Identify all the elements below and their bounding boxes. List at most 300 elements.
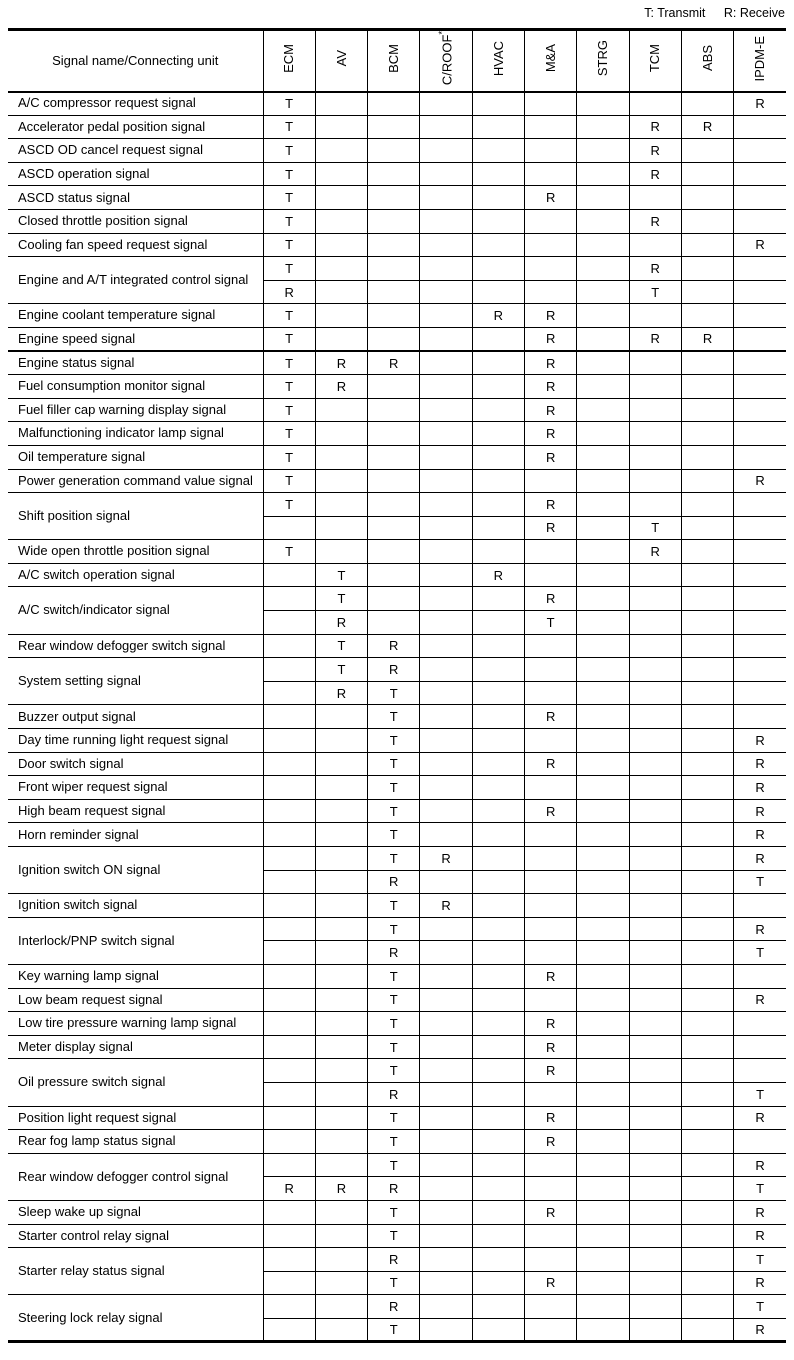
signal-cell-empty	[524, 776, 576, 800]
signal-cell-transmit: T	[368, 1106, 420, 1130]
signal-cell-empty	[629, 799, 681, 823]
signal-cell-empty	[734, 186, 786, 210]
signal-cell-empty	[472, 847, 524, 871]
signal-cell-empty	[472, 964, 524, 988]
signal-cell-empty	[681, 587, 733, 611]
table-row	[8, 1035, 786, 1059]
signal-cell-empty	[368, 209, 420, 233]
signal-cell-empty	[524, 1224, 576, 1248]
signal-cell-empty	[577, 516, 629, 540]
signal-cell-transmit: T	[756, 1251, 765, 1267]
signal-cell-empty	[472, 445, 524, 469]
signal-name-cell: Ignition switch signal	[8, 894, 263, 918]
table-row	[8, 964, 786, 988]
signal-cell-empty	[420, 563, 472, 587]
signal-cell-transmit: T	[263, 422, 315, 446]
signal-cell-empty	[524, 729, 576, 753]
signal-cell-empty	[681, 611, 733, 635]
signal-name-cell: ASCD status signal	[8, 186, 263, 210]
table-row	[8, 752, 786, 776]
signal-cell-empty	[629, 1318, 681, 1342]
signal-name-cell: Steering lock relay signal	[8, 1295, 263, 1342]
signal-cell-receive: R	[629, 162, 681, 186]
signal-cell-empty	[681, 752, 733, 776]
signal-cell-empty	[472, 1177, 524, 1201]
column-header-label: TCM	[647, 44, 663, 73]
signal-cell-empty	[681, 257, 733, 281]
signal-cell-receive: R	[315, 351, 367, 375]
signal-cell-empty	[420, 1248, 472, 1272]
signal-cell-transmit: T	[368, 1153, 420, 1177]
signal-cell-empty	[577, 422, 629, 446]
signal-cell-empty	[472, 1035, 524, 1059]
signal-cell-empty	[524, 1082, 576, 1106]
column-header-label: AV	[333, 50, 349, 67]
signal-cell-empty	[263, 1200, 315, 1224]
signal-cell-transmit: T	[263, 115, 315, 139]
signal-cell-empty	[472, 233, 524, 257]
signal-cell-empty	[263, 1035, 315, 1059]
signal-name-cell: Low beam request signal	[8, 988, 263, 1012]
signal-cell-empty	[629, 233, 681, 257]
table-row	[8, 894, 786, 918]
signal-cell-empty	[524, 115, 576, 139]
signal-cell-empty	[577, 1035, 629, 1059]
signal-cell-empty	[681, 1318, 733, 1342]
signal-cell-empty	[629, 186, 681, 210]
signal-cell-empty	[734, 422, 786, 446]
signal-name-cell: Low tire pressure warning lamp signal	[8, 1012, 263, 1036]
table-row	[8, 304, 786, 328]
table-row	[8, 729, 786, 753]
signal-cell-transmit: T	[263, 469, 315, 493]
table-row	[8, 563, 786, 587]
signal-cell-empty	[420, 445, 472, 469]
signal-cell-empty	[420, 422, 472, 446]
table-row	[8, 799, 786, 823]
signal-matrix-table	[8, 28, 786, 1343]
signal-cell-receive: R	[368, 870, 420, 894]
signal-cell-empty	[263, 1059, 315, 1083]
signal-cell-empty	[577, 445, 629, 469]
signal-cell-empty	[420, 1224, 472, 1248]
column-header-label: M&A	[542, 44, 558, 73]
signal-cell-empty	[368, 375, 420, 399]
signal-name-cell: Closed throttle position signal	[8, 209, 263, 233]
signal-cell-empty	[681, 705, 733, 729]
signal-cell-transmit: T	[368, 917, 420, 941]
signal-cell-empty	[629, 964, 681, 988]
signal-cell-receive: R	[368, 1295, 420, 1319]
signal-cell-empty	[472, 988, 524, 1012]
column-header-ipdm-e	[734, 30, 786, 92]
signal-cell-empty	[524, 870, 576, 894]
signal-cell-transmit: T	[263, 327, 315, 351]
signal-cell-empty	[681, 1177, 733, 1201]
signal-cell-receive: R	[420, 894, 472, 918]
signal-cell-receive: R	[524, 304, 576, 328]
signal-cell-transmit: T	[368, 681, 420, 705]
signal-name-cell: Malfunctioning indicator lamp signal	[8, 422, 263, 446]
signal-cell-receive: R	[681, 115, 733, 139]
signal-cell-empty	[524, 92, 576, 116]
table-row	[8, 162, 786, 186]
signal-cell-receive: R	[315, 611, 367, 635]
table-row	[8, 1224, 786, 1248]
signal-cell-empty	[681, 988, 733, 1012]
signal-cell-receive: R	[420, 847, 472, 871]
signal-cell-empty	[315, 115, 367, 139]
signal-cell-empty	[681, 729, 733, 753]
table-row	[8, 1130, 786, 1154]
signal-cell-empty	[577, 847, 629, 871]
signal-cell-transmit: T	[315, 563, 367, 587]
signal-cell-empty	[577, 1106, 629, 1130]
table-row	[8, 658, 786, 682]
signal-cell-empty	[263, 1012, 315, 1036]
signal-cell-empty	[472, 941, 524, 965]
signal-cell-transmit: T	[315, 587, 367, 611]
table-row	[8, 705, 786, 729]
signal-name-cell: Engine status signal	[8, 351, 263, 375]
signal-cell-empty	[577, 1153, 629, 1177]
signal-cell-empty	[315, 729, 367, 753]
signal-cell-empty	[315, 304, 367, 328]
signal-cell-empty	[681, 563, 733, 587]
signal-cell-empty	[315, 1130, 367, 1154]
signal-cell-empty	[315, 493, 367, 517]
signal-cell-transmit: T	[629, 516, 681, 540]
signal-cell-empty	[629, 611, 681, 635]
signal-cell-empty	[524, 894, 576, 918]
signal-cell-empty	[420, 917, 472, 941]
signal-cell-empty	[629, 445, 681, 469]
signal-cell-empty	[263, 681, 315, 705]
signal-cell-empty	[472, 257, 524, 281]
signal-cell-empty	[577, 988, 629, 1012]
signal-cell-receive: R	[524, 752, 576, 776]
signal-cell-empty	[524, 1248, 576, 1272]
table-row	[8, 115, 786, 139]
signal-cell-empty	[420, 1082, 472, 1106]
signal-cell-empty	[472, 1271, 524, 1295]
signal-cell-receive: R	[524, 1106, 576, 1130]
signal-cell-empty	[472, 516, 524, 540]
signal-cell-empty	[577, 304, 629, 328]
signal-cell-empty	[263, 823, 315, 847]
signal-cell-transmit: T	[629, 280, 681, 304]
signal-cell-empty	[681, 1012, 733, 1036]
signal-cell-empty	[368, 257, 420, 281]
signal-name-cell: Rear window defogger control signal	[8, 1153, 263, 1200]
signal-cell-empty	[263, 847, 315, 871]
signal-cell-empty	[472, 398, 524, 422]
signal-cell-empty	[472, 587, 524, 611]
signal-cell-transmit: T	[368, 799, 420, 823]
signal-name-cell: Key warning lamp signal	[8, 964, 263, 988]
signal-cell-empty	[681, 445, 733, 469]
signal-cell-empty	[420, 1295, 472, 1319]
signal-cell-empty	[315, 1271, 367, 1295]
signal-cell-empty	[681, 776, 733, 800]
signal-cell-empty	[420, 469, 472, 493]
signal-name-cell: A/C switch operation signal	[8, 563, 263, 587]
signal-cell-transmit: T	[524, 611, 576, 635]
signal-cell-empty	[472, 705, 524, 729]
signal-cell-empty	[368, 280, 420, 304]
signal-cell-empty	[368, 563, 420, 587]
signal-cell-empty	[315, 1035, 367, 1059]
signal-cell-empty	[420, 162, 472, 186]
signal-cell-empty	[734, 257, 786, 281]
table-row	[8, 1153, 786, 1177]
signal-name-cell: Rear window defogger switch signal	[8, 634, 263, 658]
signal-cell-empty	[681, 1200, 733, 1224]
signal-cell-empty	[368, 186, 420, 210]
table-row	[8, 398, 786, 422]
signal-name-cell: Interlock/PNP switch signal	[8, 917, 263, 964]
column-header-ecm	[263, 30, 315, 92]
signal-cell-receive: R	[755, 756, 765, 772]
signal-cell-empty	[734, 705, 786, 729]
signal-cell-receive: R	[524, 799, 576, 823]
signal-cell-empty	[577, 563, 629, 587]
signal-cell-empty	[315, 870, 367, 894]
signal-cell-empty	[681, 1153, 733, 1177]
signal-cell-receive: R	[629, 139, 681, 163]
signal-cell-empty	[577, 186, 629, 210]
signal-cell-transmit: T	[368, 1130, 420, 1154]
signal-cell-empty	[263, 964, 315, 988]
signal-cell-receive: R	[755, 1204, 765, 1220]
signal-cell-empty	[577, 587, 629, 611]
signal-cell-empty	[577, 257, 629, 281]
signal-cell-empty	[734, 445, 786, 469]
signal-cell-empty	[681, 681, 733, 705]
signal-cell-empty	[368, 611, 420, 635]
signal-table-body	[8, 92, 786, 1342]
signal-cell-empty	[420, 941, 472, 965]
signal-cell-empty	[420, 493, 472, 517]
signal-cell-empty	[681, 280, 733, 304]
signal-cell-empty	[420, 729, 472, 753]
signal-cell-empty	[577, 917, 629, 941]
signal-name-cell: Starter control relay signal	[8, 1224, 263, 1248]
signal-cell-empty	[629, 469, 681, 493]
signal-cell-empty	[577, 92, 629, 116]
signal-cell-empty	[524, 847, 576, 871]
table-row	[8, 540, 786, 564]
signal-cell-empty	[368, 540, 420, 564]
signal-cell-empty	[629, 493, 681, 517]
signal-cell-empty	[577, 752, 629, 776]
signal-cell-receive: R	[755, 921, 765, 937]
signal-cell-empty	[420, 1035, 472, 1059]
signal-cell-receive: R	[315, 375, 367, 399]
signal-cell-empty	[524, 1177, 576, 1201]
signal-cell-empty	[577, 776, 629, 800]
signal-cell-empty	[681, 516, 733, 540]
signal-cell-empty	[577, 894, 629, 918]
signal-cell-empty	[524, 941, 576, 965]
signal-cell-empty	[315, 823, 367, 847]
signal-cell-transmit: T	[368, 1035, 420, 1059]
signal-cell-empty	[420, 327, 472, 351]
signal-cell-empty	[420, 799, 472, 823]
signal-cell-empty	[734, 587, 786, 611]
signal-cell-receive: R	[524, 1200, 576, 1224]
signal-cell-empty	[263, 1130, 315, 1154]
signal-cell-empty	[472, 351, 524, 375]
signal-cell-empty	[524, 233, 576, 257]
signal-cell-empty	[577, 540, 629, 564]
signal-cell-empty	[420, 257, 472, 281]
signal-cell-empty	[629, 422, 681, 446]
signal-cell-empty	[629, 92, 681, 116]
signal-cell-empty	[577, 115, 629, 139]
signal-cell-empty	[315, 799, 367, 823]
signal-cell-receive: R	[629, 540, 681, 564]
signal-cell-empty	[734, 1059, 786, 1083]
signal-name-cell: Wide open throttle position signal	[8, 540, 263, 564]
signal-cell-empty	[577, 658, 629, 682]
signal-cell-empty	[263, 634, 315, 658]
signal-cell-empty	[577, 964, 629, 988]
signal-cell-empty	[315, 1318, 367, 1342]
signal-cell-empty	[577, 681, 629, 705]
table-row	[8, 233, 786, 257]
signal-cell-empty	[472, 729, 524, 753]
signal-cell-empty	[315, 776, 367, 800]
signal-cell-receive: R	[368, 634, 420, 658]
signal-cell-empty	[315, 1106, 367, 1130]
signal-cell-empty	[629, 563, 681, 587]
signal-cell-empty	[577, 611, 629, 635]
signal-cell-transmit: T	[368, 1224, 420, 1248]
signal-cell-empty	[420, 1106, 472, 1130]
signal-cell-receive: R	[368, 351, 420, 375]
signal-cell-empty	[577, 1224, 629, 1248]
column-header-hvac	[472, 30, 524, 92]
signal-cell-empty	[629, 1200, 681, 1224]
signal-cell-empty	[315, 1248, 367, 1272]
signal-name-cell: Shift position signal	[8, 493, 263, 540]
signal-cell-empty	[734, 964, 786, 988]
signal-cell-receive: R	[755, 780, 765, 796]
column-header-label: HVAC	[490, 40, 506, 76]
signal-cell-transmit: T	[263, 375, 315, 399]
signal-cell-empty	[315, 540, 367, 564]
signal-cell-empty	[577, 1012, 629, 1036]
signal-name-cell: ASCD OD cancel request signal	[8, 139, 263, 163]
signal-cell-empty	[629, 1035, 681, 1059]
signal-cell-empty	[420, 540, 472, 564]
column-header-label: BCM	[385, 43, 401, 73]
signal-cell-empty	[629, 823, 681, 847]
signal-cell-receive: R	[524, 422, 576, 446]
table-row	[8, 1012, 786, 1036]
signal-cell-empty	[420, 1012, 472, 1036]
signal-cell-empty	[681, 1271, 733, 1295]
signal-cell-transmit: T	[315, 658, 367, 682]
signal-cell-empty	[420, 611, 472, 635]
signal-cell-empty	[629, 658, 681, 682]
signal-cell-transmit: T	[368, 894, 420, 918]
signal-cell-transmit: T	[368, 823, 420, 847]
signal-cell-empty	[420, 186, 472, 210]
signal-cell-empty	[681, 493, 733, 517]
signal-cell-empty	[524, 917, 576, 941]
signal-cell-empty	[263, 1318, 315, 1342]
signal-cell-transmit: T	[368, 1012, 420, 1036]
signal-cell-receive: R	[681, 327, 733, 351]
signal-cell-empty	[420, 705, 472, 729]
signal-cell-empty	[629, 1271, 681, 1295]
signal-cell-empty	[263, 1271, 315, 1295]
signal-cell-empty	[315, 186, 367, 210]
signal-cell-empty	[263, 729, 315, 753]
signal-cell-empty	[315, 1012, 367, 1036]
signal-cell-empty	[472, 375, 524, 399]
table-row	[8, 1200, 786, 1224]
signal-name-cell: Oil pressure switch signal	[8, 1059, 263, 1106]
signal-cell-empty	[420, 1153, 472, 1177]
signal-cell-empty	[629, 1177, 681, 1201]
signal-cell-empty	[577, 139, 629, 163]
signal-cell-transmit: T	[368, 705, 420, 729]
signal-cell-empty	[368, 445, 420, 469]
signal-cell-empty	[681, 894, 733, 918]
signal-cell-empty	[472, 469, 524, 493]
table-row	[8, 1248, 786, 1272]
signal-cell-empty	[524, 988, 576, 1012]
signal-cell-empty	[681, 540, 733, 564]
signal-cell-empty	[315, 941, 367, 965]
signal-cell-empty	[472, 1295, 524, 1319]
table-row	[8, 917, 786, 941]
signal-cell-empty	[472, 1059, 524, 1083]
signal-cell-empty	[681, 658, 733, 682]
signal-cell-empty	[368, 422, 420, 446]
signal-cell-empty	[315, 327, 367, 351]
footnote-marker: *	[437, 31, 448, 35]
signal-name-cell: A/C compressor request signal	[8, 92, 263, 116]
signal-cell-empty	[681, 375, 733, 399]
column-header-label: ABS	[699, 45, 715, 72]
signal-cell-empty	[577, 941, 629, 965]
signal-cell-empty	[472, 823, 524, 847]
signal-cell-empty	[524, 162, 576, 186]
signal-cell-receive: R	[755, 992, 765, 1008]
signal-cell-receive: R	[629, 257, 681, 281]
signal-cell-empty	[524, 823, 576, 847]
signal-cell-empty	[315, 233, 367, 257]
signal-cell-empty	[629, 634, 681, 658]
signal-cell-empty	[263, 611, 315, 635]
signal-cell-empty	[524, 540, 576, 564]
signal-cell-receive: R	[524, 1271, 576, 1295]
signal-name-cell: Starter relay status signal	[8, 1248, 263, 1295]
signal-cell-empty	[734, 209, 786, 233]
signal-cell-empty	[420, 776, 472, 800]
signal-cell-empty	[524, 209, 576, 233]
signal-cell-transmit: T	[368, 1059, 420, 1083]
signal-cell-receive: R	[755, 827, 765, 843]
signal-cell-empty	[577, 1318, 629, 1342]
signal-cell-transmit: T	[263, 162, 315, 186]
table-row	[8, 422, 786, 446]
signal-cell-empty	[263, 917, 315, 941]
